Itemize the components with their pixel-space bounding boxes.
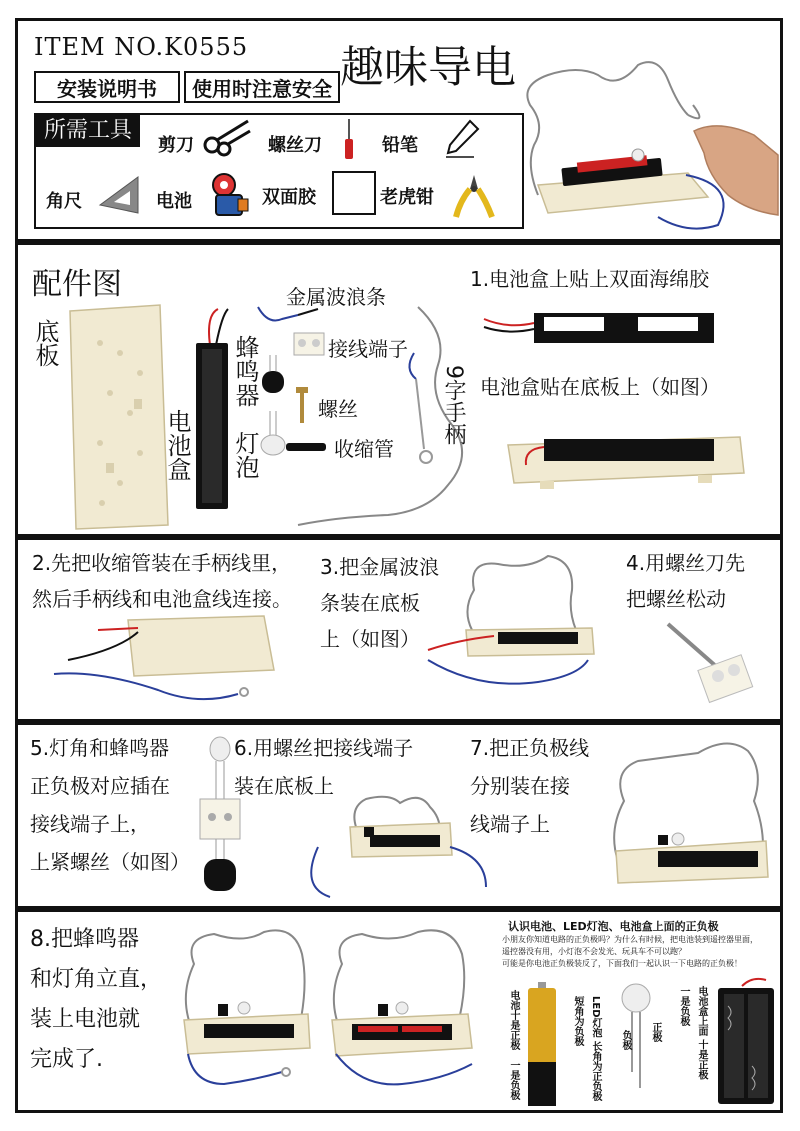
step-5-line-1: 5.灯角和蜂鸣器 [30, 736, 170, 760]
pliers-icon [452, 171, 496, 221]
battery-icon [208, 171, 252, 219]
product-hero-image [518, 35, 780, 239]
step-3-line-3: 上（如图） [320, 627, 420, 651]
battery-box-info-image [712, 976, 778, 1106]
tool-battery-label: 电池 [156, 191, 192, 212]
led-short-label: 短角为负极 [572, 996, 583, 1046]
part-shrink-tube-label: 收缩管 [334, 437, 394, 461]
info-line-1: 小朋友你知道电路的正负极吗？为什么有时候，把电池装到遥控器里面， [502, 935, 758, 944]
header-panel [15, 18, 783, 242]
battery-pos-label: 电池十是正极 [508, 990, 519, 1050]
tools-title: 所需工具 [36, 115, 140, 147]
tape-icon [332, 171, 376, 215]
step-8-line-1: 8.把蜂鸣器 [30, 927, 139, 952]
step-3-line-1: 3.把金属波浪 [320, 555, 440, 579]
step-6-line-1: 6.用螺丝把接线端子 [234, 736, 414, 760]
step-4-image [658, 618, 758, 718]
part-buzzer-label: 蜂鸣器 [231, 335, 259, 407]
step-2-image [38, 610, 298, 710]
steps-5-7-panel [15, 722, 783, 909]
step-6-image [290, 787, 490, 907]
scissors-icon [202, 117, 252, 157]
step-1b-image [504, 409, 750, 499]
screw-image [294, 385, 310, 425]
step-1a-image [478, 299, 728, 359]
step-3-image [398, 550, 638, 720]
step-5-line-2: 正负极对应插在 [30, 774, 170, 798]
step-6-line-2: 装在底板上 [234, 774, 334, 798]
manual-label: 安装说明书 [34, 71, 180, 103]
tool-screwdriver-label: 螺丝刀 [268, 135, 322, 156]
step-1a: 1.电池盒上贴上双面海绵胶 [470, 267, 710, 291]
step-8-line-3: 装上电池就 [30, 1007, 141, 1032]
step-7-image [598, 731, 782, 907]
parts-panel [15, 242, 783, 537]
part-screw-label: 螺丝 [318, 397, 358, 421]
tool-tape-label: 双面胶 [262, 187, 316, 208]
box-neg-label: 一是负极 [678, 986, 689, 1026]
shrink-tube-image [286, 443, 326, 451]
pencil-icon [444, 119, 480, 159]
step-8-panel [15, 909, 783, 1113]
parts-title: 配件图 [32, 267, 122, 302]
tool-pliers-label: 老虎钳 [380, 187, 434, 208]
led-neg-label: 负极 [620, 1030, 631, 1050]
led-pos-label: 正极 [650, 1022, 661, 1042]
info-line-2: 遥控器没有用，小灯泡不会发光、玩具车不可以跑？ [502, 947, 686, 956]
led-long-label: LED灯泡 长角为正负极 [590, 996, 601, 1101]
step-1b: 电池盒贴在底板上（如图） [480, 375, 720, 399]
terminal-image [292, 329, 326, 359]
aa-battery-image [524, 982, 560, 1108]
battery-neg-label: 一是负极 [508, 1060, 519, 1100]
step-4-line-1: 4.用螺丝刀先 [626, 551, 746, 575]
step-7-line-3: 线端子上 [470, 812, 550, 836]
safety-label: 使用时注意安全 [184, 71, 340, 103]
step-3-line-2: 条装在底板 [320, 591, 420, 615]
steps-2-4-panel [15, 537, 783, 722]
info-title: 认识电池、LED灯泡、电池盒上面的正负极 [508, 920, 719, 933]
part-bulb-label: 灯泡 [231, 431, 259, 479]
tool-ruler-label: 角尺 [46, 191, 82, 212]
tool-scissors-label: 剪刀 [158, 135, 194, 156]
info-line-3: 可能是你电池正负极装反了，下面我们一起认识一下电路的正负极！ [502, 959, 742, 968]
base-board-image [40, 303, 170, 533]
part-battery-box-label: 电池盒 [163, 409, 191, 481]
product-title: 趣味导电 [340, 42, 516, 93]
step-7-line-2: 分别装在接 [470, 774, 570, 798]
item-number: ITEM NO.K0555 [34, 33, 249, 61]
step-8-line-4: 完成了. [30, 1047, 103, 1072]
step-2-line-1: 2.先把收缩管装在手柄线里， [32, 551, 292, 575]
step-7-line-1: 7.把正负极线 [470, 736, 590, 760]
part-wave-strip-label: 金属波浪条 [286, 285, 386, 309]
step-8-line-2: 和灯角立直， [30, 967, 163, 992]
step-5-line-4: 上紧螺丝（如图） [30, 850, 190, 874]
screwdriver-icon [342, 117, 356, 161]
step-4-line-2: 把螺丝松动 [626, 587, 726, 611]
handle-image [394, 349, 444, 469]
step-5-line-3: 接线端子上， [30, 812, 150, 836]
part-terminal-label: 接线端子 [328, 337, 408, 361]
part-handle-label: 9字手柄 [441, 365, 466, 445]
step-8-image-a [174, 924, 324, 1104]
ruler-icon [98, 175, 142, 215]
step-2-line-2: 然后手柄线和电池盒线连接。 [32, 587, 292, 611]
tool-pencil-label: 铅笔 [382, 135, 418, 156]
part-base-label: 底板 [31, 319, 59, 367]
step-8-image-b [322, 924, 492, 1104]
box-pos-label: 电池盒上面 十是正极 [696, 986, 707, 1080]
